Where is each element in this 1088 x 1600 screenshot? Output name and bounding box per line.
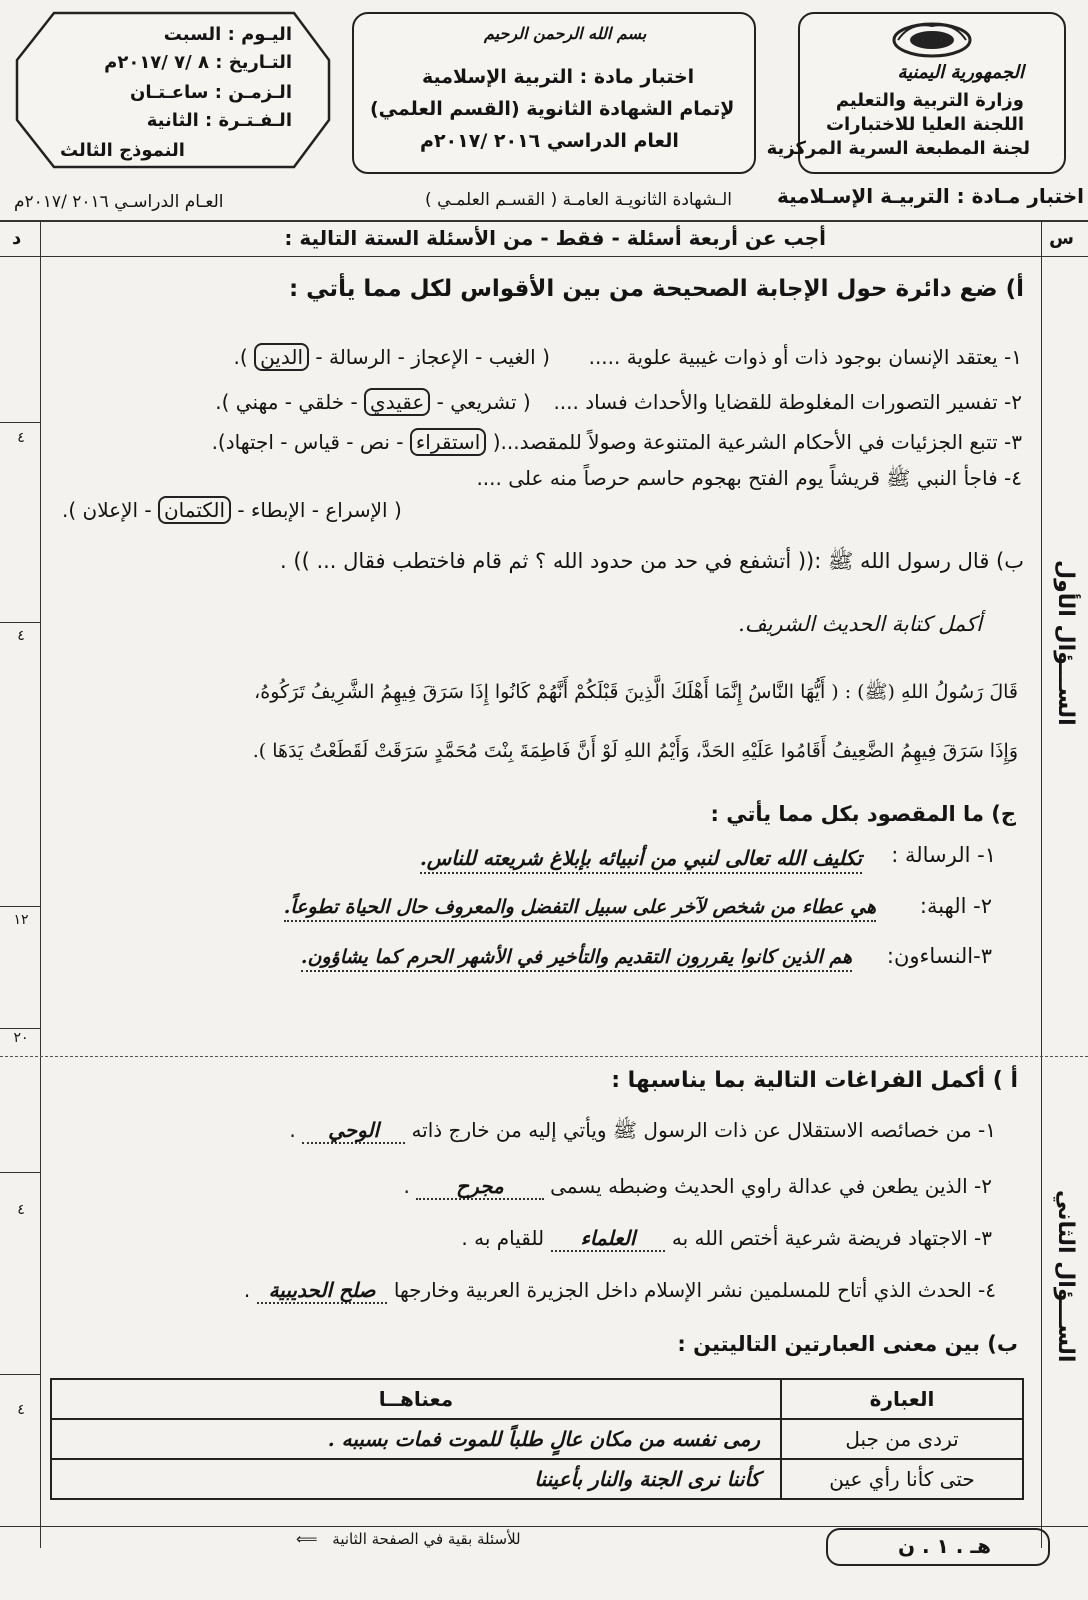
q1-item-1-options: ( الغيب - الإعجاز - الرسالة - <box>315 345 550 369</box>
q1-c-title: ج) ما المقصود بكل مما يأتي : <box>710 802 1016 826</box>
table-cell-meaning: رمى نفسه من مكان عالٍ طلباً للموت فمات بسببه . <box>51 1419 781 1459</box>
ministry-name: وزارة التربية والتعليم <box>835 90 1024 111</box>
q1-b-prompt: أكمل كتابة الحديث الشريف. <box>738 612 982 636</box>
meanings-table <box>50 1378 1024 1500</box>
q1-item-3-text: ٣- تتبع الجزئيات في الأحكام الشرعية المتنوعة وصولاً للمقصد...( <box>492 430 1022 454</box>
q2-fill-1-text: ١- من خصائصه الاستقلال عن ذات الرسول ﷺ ويأتي إليه من خارج ذاته <box>411 1118 996 1142</box>
q2-fill-2-text: ٢- الذين يطعن في عدالة راوي الحديث وضبطه يسمى <box>550 1174 992 1198</box>
q1-item-2-end: - خلقي - مهني ). <box>215 390 358 414</box>
q1-item-1-text: ١- يعتقد الإنسان بوجود ذات أو ذوات غيبية علوية ..... <box>588 345 1022 369</box>
q1-item-4-options: ( الإسراع - الإبطاء - <box>237 498 402 522</box>
bottom-rule <box>0 1526 1088 1527</box>
instruction-rule <box>0 256 1088 257</box>
emblem-icon <box>890 20 974 60</box>
table-header-meaning: معناهــا <box>51 1379 781 1419</box>
q1-item-1-answer: الدين <box>254 343 309 371</box>
q1-item-2-options: ( تشريعي - <box>436 390 531 414</box>
instruction: أجب عن أربعة أسئلة - فقط - من الأسئلة الستة التالية : <box>284 226 826 250</box>
q2-fill-1-answer: الوحي <box>302 1118 405 1144</box>
ministry-box <box>766 12 1066 174</box>
exam-date: التـاريخ : ٨ /٧ /٢٠١٧م <box>104 52 292 73</box>
q1-mark-rule-4 <box>0 1028 40 1029</box>
right-column-rule <box>1041 220 1042 1548</box>
q2-mark-rule-1 <box>0 1172 40 1173</box>
q1-item-4-end: - الإعلان ). <box>62 498 152 522</box>
q2-fill-1 <box>289 1118 996 1147</box>
q1-item-3 <box>212 430 1022 454</box>
q2-mark-a: ٤ <box>17 1202 25 1218</box>
q1-mark-a: ٤ <box>17 430 25 446</box>
q1-a-title: أ) ضع دائرة حول الإجابة الصحيحة من بين الأقواس لكل مما يأتي : <box>288 276 1024 302</box>
subheader-rule <box>0 220 1088 222</box>
definition-2-answer: هي عطاء من شخص لآخر على سبيل التفضل والمعروف حال الحياة تطوعاً. <box>284 896 876 922</box>
column-d-label: د <box>12 228 22 249</box>
q1-side-label: الســـؤال الأول <box>1053 560 1078 726</box>
q1-item-2 <box>215 390 1022 414</box>
q1-item-3-answer: استقراء <box>410 428 486 456</box>
q2-fill-4-end: . <box>243 1278 251 1302</box>
q2-fill-4 <box>244 1278 996 1302</box>
table-header-row <box>51 1379 1023 1419</box>
q2-b-title: ب) بين معنى العبارتين التاليتين : <box>677 1332 1018 1356</box>
exam-info-box <box>14 10 332 170</box>
q1-mark-rule-1 <box>0 422 40 423</box>
q1-item-1-end: ). <box>233 345 248 369</box>
arrow-left-icon: ⟸ <box>296 1530 318 1548</box>
table-row <box>51 1459 1023 1499</box>
q2-fill-3-end: للقيام به . <box>461 1226 545 1250</box>
table-cell-phrase: تردى من جبل <box>781 1419 1023 1459</box>
table-row <box>51 1419 1023 1459</box>
q2-fill-2-end: . <box>403 1174 410 1198</box>
subheader-subject: اختبار مـادة : التربيـة الإسـلامية <box>777 184 1084 208</box>
q1-mark-total: ٢٠ <box>13 1030 29 1046</box>
exam-model: النموذج الثالث <box>60 140 185 161</box>
press-name: لجنة المطبعة السرية المركزية <box>766 138 1030 159</box>
q1-divider <box>0 1056 1088 1057</box>
q1-mark-rule-2 <box>0 622 40 623</box>
subheader-certificate: الـشهادة الثانويـة العامـة ( القسـم العلمـي ) <box>425 190 732 210</box>
table-header-phrase: العبارة <box>781 1379 1023 1419</box>
q2-side-label: الســـؤال الثاني <box>1053 1190 1078 1363</box>
table-cell-meaning: كأننا نرى الجنة والنار بأعيننا <box>51 1459 781 1499</box>
q1-item-1 <box>234 345 1022 369</box>
q2-fill-4-text: ٤- الحدث الذي أتاح للمسلمين نشر الإسلام داخل الجزيرة العربية وخارجها <box>393 1278 996 1302</box>
exam-day: اليـوم : السبت <box>163 24 292 45</box>
q1-item-4: ٤- فاجأ النبي ﷺ قريشاً يوم الفتح بهجوم حاسم حرصاً منه على .... <box>476 466 1022 490</box>
exam-subject: اختبار مادة : التربية الإسلامية <box>422 66 695 88</box>
q2-fill-3 <box>461 1226 992 1250</box>
subheader-year: العـام الدراسـي ٢٠١٦ /٢٠١٧م <box>14 192 224 212</box>
q2-fill-4-answer: صلح الحديبية <box>257 1278 388 1304</box>
definition-1-term: ١- الرسالة : <box>891 843 996 867</box>
country-name: الجمهورية اليمنية <box>897 62 1024 83</box>
q2-mark-b: ٤ <box>17 1402 25 1418</box>
q2-fill-1-end: . <box>289 1118 296 1142</box>
q2-a-title: أ ) أكمل الفراغات التالية بما يناسبها : <box>611 1068 1018 1093</box>
q1-item-4-options-line <box>62 498 402 522</box>
q1-mark-b: ٤ <box>17 628 25 644</box>
q1-item-4-answer: الكتمان <box>158 496 231 524</box>
definition-2-term: ٢- الهبة: <box>919 894 992 918</box>
q2-fill-2-answer: مجرح <box>416 1174 544 1200</box>
q2-fill-3-answer: العلماء <box>551 1226 666 1252</box>
exam-title-box <box>352 12 756 174</box>
q2-fill-2 <box>403 1174 992 1198</box>
exam-duration: الـزمـن : ساعـتـان <box>129 82 292 103</box>
definition-3-answer: هم الذين كانوا يقررون التقديم والتأخير في الأشهر الحرم كما يشاؤون. <box>301 946 852 972</box>
exam-certificate: لإتمام الشهادة الثانوية (القسم العلمي) <box>370 98 735 120</box>
hadith-line-2: وَإِذَا سَرَقَ فِيهِمُ الضَّعِيفُ أَقَامُوا عَلَيْهِ الحَدَّ، وَأَيْمُ اللهِ لَوْ أَنَّ فَاطِمَةَ بِنْتَ مُحَمَّدٍ سَرَقَتْ لَقَطَعْتُ يَدَهَا ). <box>252 740 1018 762</box>
q1-item-3-end: - نص - قياس - اجتهاد). <box>211 430 404 454</box>
definition-3-term: ٣-النساءون: <box>886 944 992 968</box>
q2-mark-rule-2 <box>0 1374 40 1375</box>
continue-note-text: للأسئلة بقية في الصفحة الثانية <box>332 1530 521 1548</box>
exam-period: الـفـتـرة : الثانية <box>146 110 292 131</box>
q1-item-2-answer: عقيدي <box>364 388 430 416</box>
continue-note <box>296 1530 521 1548</box>
left-column-rule <box>40 220 41 1548</box>
q1-item-2-text: ٢- تفسير التصورات المغلوطة للقضايا والأحداث فساد .... <box>553 390 1022 414</box>
q1-b-title: ب) قال رسول الله ﷺ :(( أتشفع في حد من حدود الله ؟ ثم قام فاختطب فقال ... )) . <box>280 549 1024 573</box>
page-code-box <box>826 1528 1050 1566</box>
basmala: بسم الله الرحمن الرحيم <box>484 24 647 43</box>
exam-year: العام الدراسي ٢٠١٦ /٢٠١٧م <box>420 130 679 152</box>
column-q-label: س <box>1049 228 1074 249</box>
q2-fill-3-text: ٣- الاجتهاد فريضة شرعية أختص الله به <box>671 1226 992 1250</box>
q1-mark-rule-3 <box>0 906 40 907</box>
definition-1-answer: تكليف الله تعالى لنبي من أنبيائه بإبلاغ شريعته للناس. <box>420 846 862 874</box>
q1-mark-c: ١٢ <box>13 912 29 928</box>
committee-name: اللجنة العليا للاختبارات <box>825 114 1024 135</box>
page-code: هـ . ١ . ن <box>898 1534 992 1558</box>
hadith-line-1: قَالَ رَسُولُ اللهِ (ﷺ) : ( أَيُّهَا النَّاسُ إِنَّمَا أَهْلَكَ الَّذِينَ قَبْلَكُمْ أَنَّهُمْ كَانُوا إِذَا سَرَقَ فِيهِمُ الشَّرِيفُ تَرَكُوهُ، <box>254 681 1018 703</box>
table-cell-phrase: حتى كأنا رأي عين <box>781 1459 1023 1499</box>
